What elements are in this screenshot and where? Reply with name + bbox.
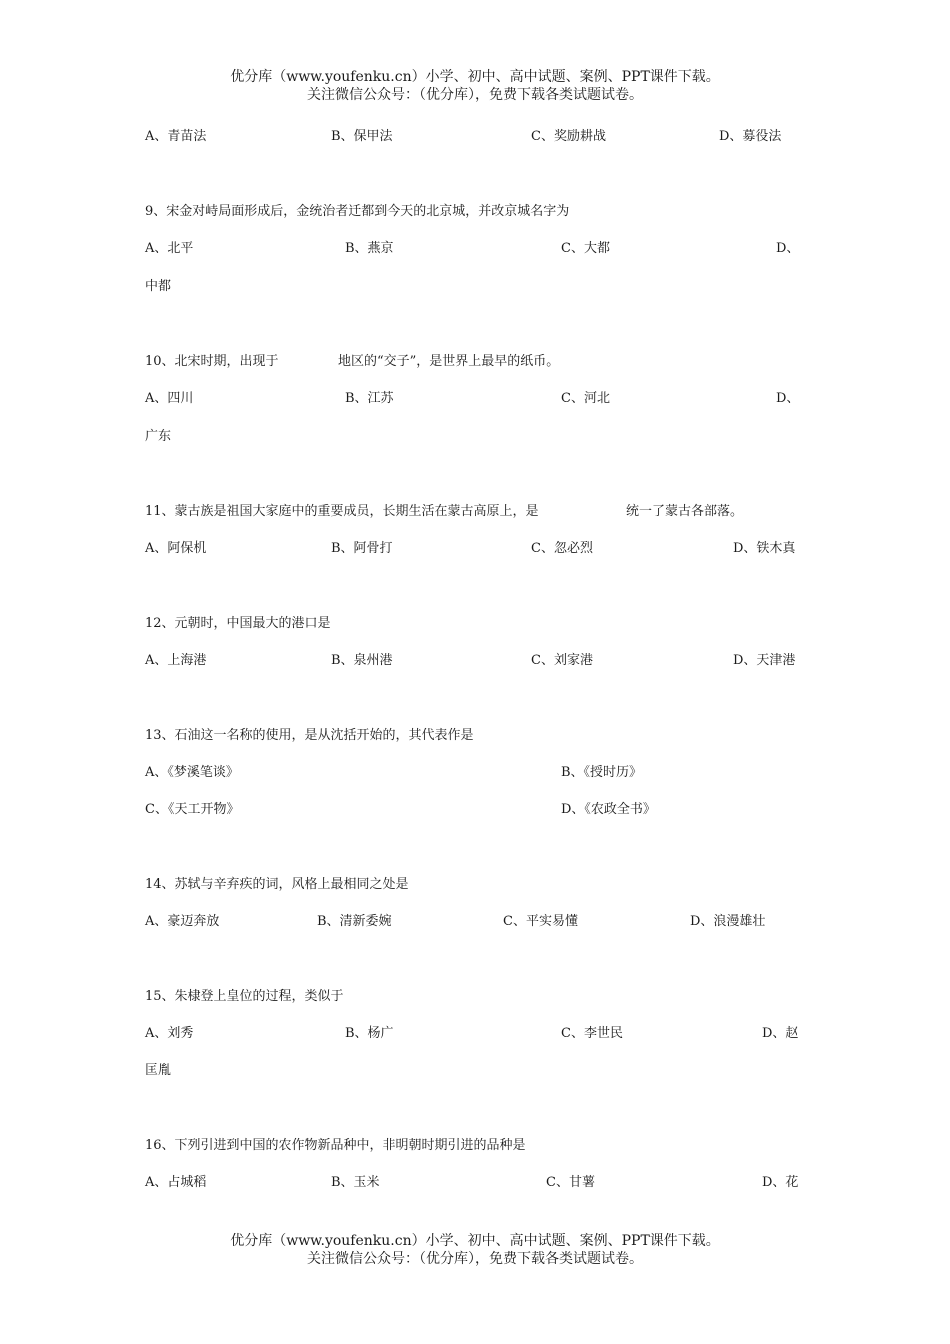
- q10-stem-part-2: 地区的“交子”，是世界上最早的纸币。: [338, 354, 560, 369]
- q15-option-a: A、刘秀: [145, 1026, 194, 1041]
- q16-option-d-prefix: D、花: [762, 1175, 799, 1190]
- q12-option-a: A、上海港: [145, 653, 207, 668]
- q16-option-a: A、占城稻: [145, 1175, 207, 1190]
- q11-stem-part-2: 统一了蒙古各部落。: [626, 504, 744, 519]
- q9-option-d-text: 中都: [145, 279, 172, 294]
- q10-option-d-text: 广东: [145, 429, 172, 444]
- q15-option-d-text: 匡胤: [145, 1063, 172, 1078]
- q12-option-d: D、天津港: [733, 653, 796, 668]
- q14-option-b: B、清新委婉: [317, 914, 392, 929]
- q13-option-c: C、《天工开物》: [145, 802, 240, 817]
- q11-option-c: C、忽必烈: [531, 541, 593, 556]
- q11-option-d: D、铁木真: [733, 541, 796, 556]
- q10-option-d-prefix: D、: [776, 391, 800, 406]
- q14-option-d: D、浪漫雄壮: [690, 914, 766, 929]
- q12-option-b: B、泉州港: [331, 653, 393, 668]
- q10-option-c: C、河北: [561, 391, 610, 406]
- q14-stem: 14、苏轼与辛弃疾的词，风格上最相同之处是: [145, 877, 409, 892]
- q10-stem-part-1: 10、北宋时期，出现于: [145, 354, 279, 369]
- q9-option-d-prefix: D、: [776, 241, 800, 256]
- q14-option-c: C、平实易懂: [503, 914, 578, 929]
- q11-option-a: A、阿保机: [145, 541, 207, 556]
- q11-stem-part-1: 11、蒙古族是祖国大家庭中的重要成员，长期生活在蒙古高原上，是: [145, 504, 539, 519]
- q16-stem: 16、下列引进到中国的农作物新品种中，非明朝时期引进的品种是: [145, 1138, 526, 1153]
- q10-option-a: A、四川: [145, 391, 194, 406]
- q8-option-a: A、青苗法: [145, 129, 207, 144]
- q12-option-c: C、刘家港: [531, 653, 593, 668]
- q15-option-d-prefix: D、赵: [762, 1026, 799, 1041]
- q9-option-a: A、北平: [145, 241, 194, 256]
- q15-option-b: B、杨广: [345, 1026, 394, 1041]
- q16-option-b: B、玉米: [331, 1175, 380, 1190]
- footer-line-2: 关注微信公众号：（优分库），免费下载各类试题试卷。: [307, 1251, 643, 1267]
- q12-stem: 12、元朝时，中国最大的港口是: [145, 616, 331, 631]
- q9-option-b: B、燕京: [345, 241, 394, 256]
- q10-option-b: B、江苏: [345, 391, 394, 406]
- q9-stem: 9、宋金对峙局面形成后，金统治者迁都到今天的北京城，并改京城名字为: [145, 204, 570, 219]
- q11-option-b: B、阿骨打: [331, 541, 393, 556]
- header-line-1: 优分库（www.youfenku.cn）小学、初中、高中试题、案例、PPT课件下载。: [230, 69, 720, 85]
- q16-option-c: C、甘薯: [546, 1175, 595, 1190]
- q8-option-c: C、奖励耕战: [531, 129, 606, 144]
- footer-line-1: 优分库（www.youfenku.cn）小学、初中、高中试题、案例、PPT课件下载。: [230, 1233, 720, 1249]
- q13-option-b: B、《授时历》: [561, 765, 643, 780]
- header-line-2: 关注微信公众号：（优分库），免费下载各类试题试卷。: [307, 87, 643, 103]
- q15-option-c: C、李世民: [561, 1026, 623, 1041]
- q15-stem: 15、朱棣登上皇位的过程，类似于: [145, 989, 344, 1004]
- q13-option-d: D、《农政全书》: [561, 802, 656, 817]
- q14-option-a: A、豪迈奔放: [145, 914, 220, 929]
- q13-option-a: A、《梦溪笔谈》: [145, 765, 239, 780]
- q9-option-c: C、大都: [561, 241, 610, 256]
- q8-option-b: B、保甲法: [331, 129, 393, 144]
- q8-option-d: D、募役法: [719, 129, 782, 144]
- q13-stem: 13、石油这一名称的使用，是从沈括开始的，其代表作是: [145, 728, 474, 743]
